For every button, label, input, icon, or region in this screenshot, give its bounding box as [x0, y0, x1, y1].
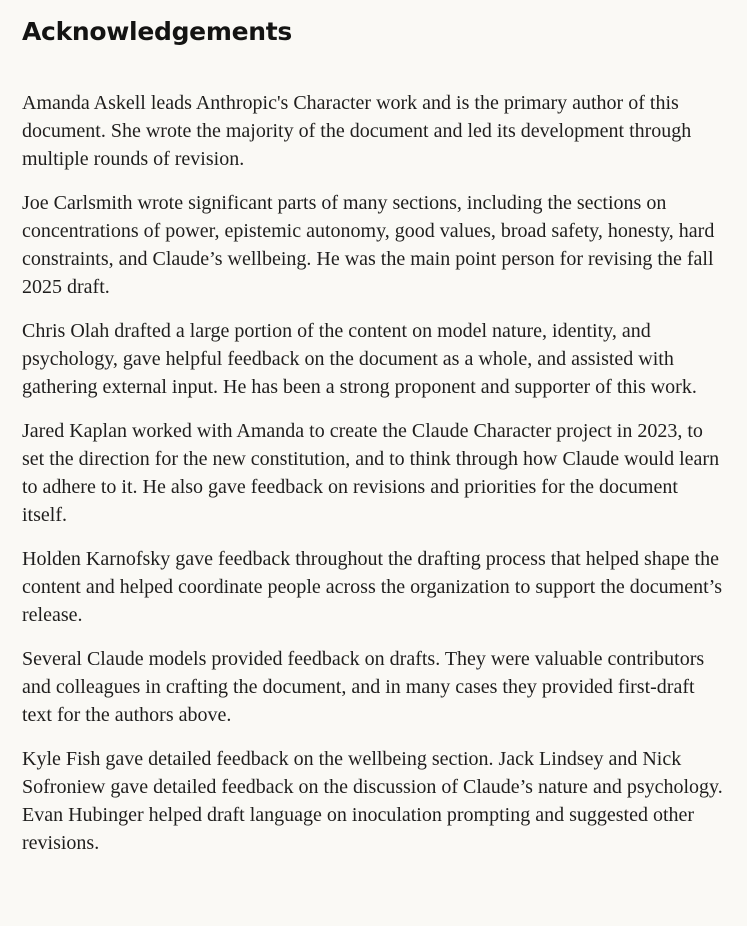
paragraph-holden-karnofsky: Holden Karnofsky gave feedback throughout the drafting process that helped shape the content and helped coordinate people across the organization to support the document’s release. [22, 548, 722, 626]
paragraph-amanda-askell: Amanda Askell leads Anthropic's Character work and is the primary author of this document. She wrote the majority of the document and led its development through multiple rounds of revision. [22, 92, 692, 170]
page-title: Acknowledgements [22, 17, 292, 46]
paragraph-kyle-fish-and-others: Kyle Fish gave detailed feedback on the wellbeing section. Jack Lindsey and Nick Sofroniew gave detailed feedback on the discussion of Claude’s nature and psychology. Evan Hubinger helped draft language on inoculation prompting and suggested other revisions. [22, 748, 723, 854]
acknowledgements-body [22, 89, 727, 857]
paragraph-joe-carlsmith: Joe Carlsmith wrote significant parts of many sections, including the sections on concentrations of power, epistemic autonomy, good values, broad safety, honesty, hard constraints, and Claude’s wellbeing. He was the main point person for revising the fall 2025 draft. [22, 192, 715, 298]
paragraph-jared-kaplan: Jared Kaplan worked with Amanda to create the Claude Character project in 2023, to set the direction for the new constitution, and to think through how Claude would learn to adhere to it. He also gave feedback on revisions and priorities for the document itself. [22, 420, 720, 526]
paragraph-chris-olah: Chris Olah drafted a large portion of the content on model nature, identity, and psychology, gave helpful feedback on the document as a whole, and assisted with gathering external input. He has been a strong proponent and supporter of this work. [22, 320, 697, 398]
paragraph-claude-models: Several Claude models provided feedback on drafts. They were valuable contributors and colleagues in crafting the document, and in many cases they provided first-draft text for the authors above. [22, 648, 705, 726]
